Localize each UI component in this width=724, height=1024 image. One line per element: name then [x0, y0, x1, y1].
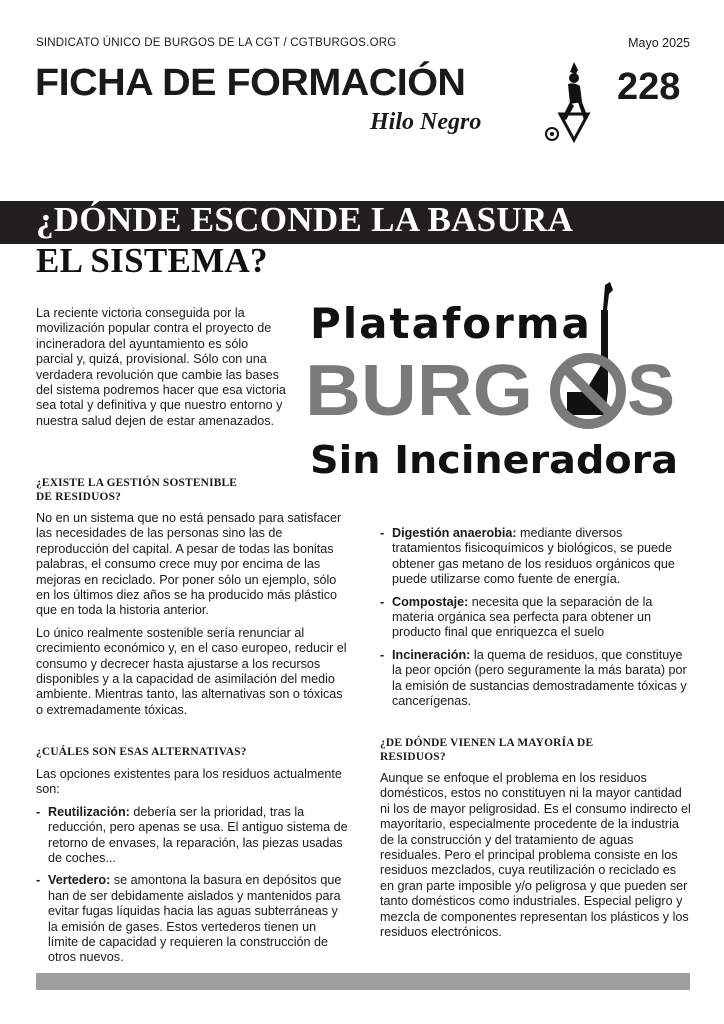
alternatives-list-right — [380, 526, 692, 709]
list-text: la quema de residuos, que constituye la peor opción (pero seguramente la más barata) por la emisión de sustancias demostradamente tóxicas y cancerígenas. — [392, 647, 687, 709]
list-term: Digestión anaerobia: — [392, 526, 517, 540]
section2-heading: ¿CUÁLES SON ESAS ALTERNATIVAS? — [36, 746, 247, 758]
logo-s-text: S — [627, 351, 676, 431]
plataforma-logo — [305, 280, 700, 480]
section3-body — [380, 771, 692, 947]
headline-line-2: EL SISTEMA? — [36, 241, 268, 280]
intro-paragraph: La reciente victoria conseguida por la movilización popular contra el proyecto de incineradora del ayuntamiento es sólo parcial y, quizá, provisional. Sólo con una verdadera revolución que cambie las bases del sistema podremos hacer que esa victoria sea total y definitiva y que nuestro entorno y nuestra salud dejen de estar amenazados. — [36, 306, 286, 428]
issue-number: 228 — [617, 66, 681, 108]
list-dash: - — [36, 873, 41, 888]
list-dash: - — [380, 526, 385, 540]
footer-bar — [36, 973, 690, 990]
section3-paragraph-1: Aunque se enfoque el problema en los residuos domésticos, estos no constituyen ni la mayor cantidad ni los de mayor peligrosidad. Es el consumo indirecto el mayoritario, especialmente procedente de la industria de la construcción y del tratamiento de aguas residuales. Pero el principal problema consiste en los residuos mezclados, cuya reutilización o reciclado es en gran parte imposible y/o peligrosa y que pueden ser tanto domésticos como industriales. Especial peligro y mezcla de componentes representan los plásticos y los residuos electrónicos. — [380, 771, 691, 940]
list-term: Incineración: — [392, 647, 471, 662]
list-text: mediante diversos tratamientos fisicoquímicos y biológicos, se puede obtener gas metano de los residuos orgánicos que puede utilizarse como fuente de energía. — [392, 526, 675, 587]
list-term: Vertedero: — [48, 873, 111, 888]
list-item — [380, 595, 692, 641]
section2-intro: Las opciones existentes para los residuos actualmente son: — [36, 767, 342, 797]
section1-paragraph-2: Lo único realmente sostenible sería renunciar al crecimiento económico y, en el caso europeo, reducir el consumo y decrecer hasta ajustarse a los recursos disponibles y a la capacidad de asimilación del medio ambiente. Mientras tanto, las alternativas son o tóxicas o extremadamente tóxicas. — [36, 625, 347, 717]
subtitle: Hilo Negro — [370, 109, 482, 135]
list-dash: - — [380, 594, 385, 609]
list-text: se amontona la basura en depósitos que han de ser debidamente aislados y mantenidos para evitar fugas líquidas hacia las aguas subterráneas y la emisión de gases. Estos vertederos tienen un límite de capacidad y requieren la construcción de otros nuevos. — [48, 873, 342, 965]
headline — [36, 199, 716, 281]
section1-body — [36, 511, 348, 725]
section1-paragraph-1: No en un sistema que no está pensado para satisfacer las necesidades de las personas sino las de reproducción del capital. A pesar de todas las bonitas palabras, el consumo crece muy por encima de las mejoras en reciclado. Por poner sólo un ejemplo, sólo en los últimos diez años se ha producido más plástico que en toda la historia anterior. — [36, 511, 342, 618]
alternatives-list-left — [36, 805, 348, 966]
page-title: FICHA DE FORMACIÓN — [35, 62, 466, 104]
list-dash: - — [380, 647, 385, 662]
list-item — [380, 648, 692, 710]
section3-heading: ¿DE DÓNDE VIENEN LA MAYORÍA DE RESIDUOS? — [380, 737, 594, 763]
mascot-figure-icon — [540, 58, 602, 148]
list-item — [36, 805, 348, 867]
list-dash: - — [36, 804, 41, 819]
list-term: Reutilización: — [48, 804, 130, 819]
list-item — [380, 526, 692, 588]
logo-sin-incineradora-text: Sin Incineradora — [310, 438, 678, 480]
list-item — [36, 873, 348, 965]
headline-line-1: ¿DÓNDE ESCONDE LA BASURA — [36, 200, 574, 239]
logo-burgos-text: BURG — [305, 351, 533, 431]
section2-body — [36, 767, 348, 973]
list-text: necesita que la separación de la materia orgánica sea perfecta para obtener un producto final que enriquezca el suelo — [392, 594, 653, 640]
section1-heading: ¿EXISTE LA GESTIÓN SOSTENIBLE DE RESIDUOS? — [36, 477, 238, 503]
issue-date: Mayo 2025 — [628, 36, 690, 50]
right-column-list — [380, 526, 692, 716]
list-text: debería ser la prioridad, tras la reducción, pero apenas se usa. El antiguo sistema de retorno de envases, la reparación, las piezas usadas de coches... — [48, 804, 348, 866]
organization-line: SINDICATO ÚNICO DE BURGOS DE LA CGT / CGTBURGOS.ORG — [36, 37, 397, 49]
list-term: Compostaje: — [392, 594, 469, 609]
logo-plataforma-text: Plataforma — [310, 299, 592, 348]
